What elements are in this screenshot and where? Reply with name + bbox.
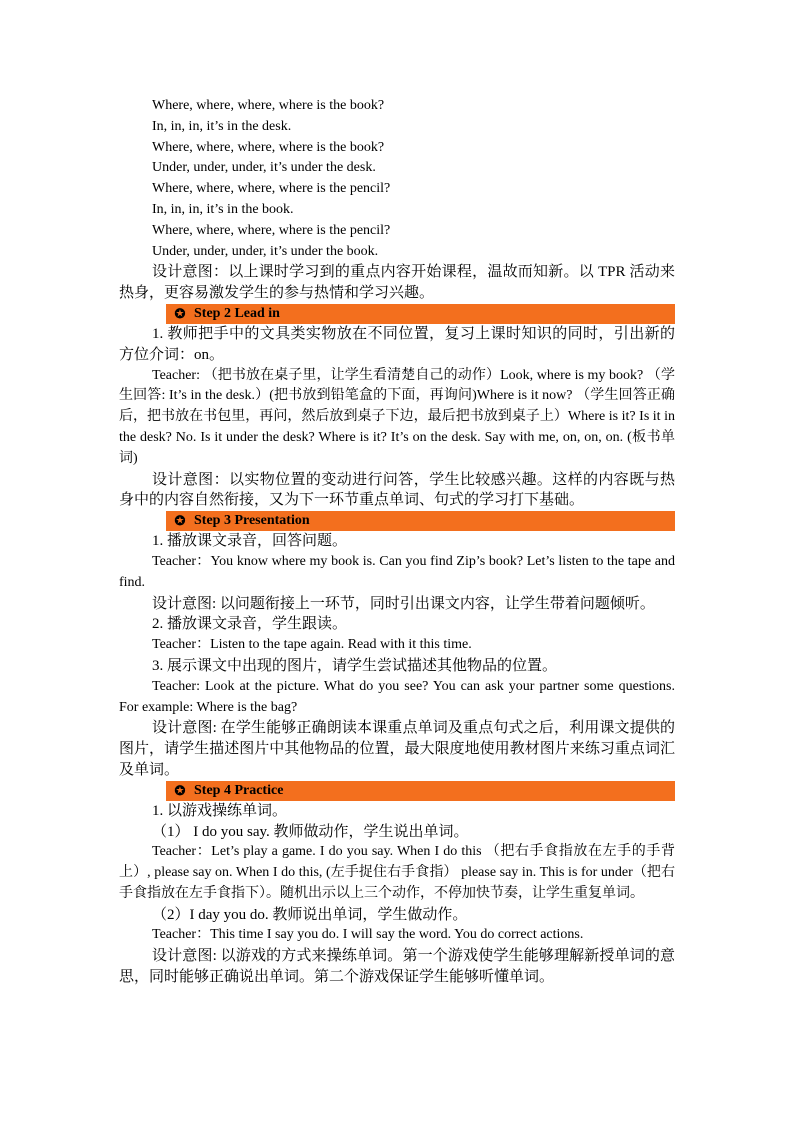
teacher-dialogue: Teacher: （把书放在桌子里，让学生看清楚自己的动作）Look, where is my book? （学生回答: It’s in the desk.）(把书放到铅笔盒的下面，再询问)Where is it now? （学生回答正确后，把书放在书包里，再问，然后放到桌子下边，最后把书放到桌子上）Where is it? Is it in the desk? No. Is it under the desk? Where is it? It’s on the desk. Say with me, on, on, on. (板书单词) <box>119 367 675 466</box>
design-intent-paragraph: 设计意图: 以游戏的方式来操练单词。第一个游戏使学生能够理解新授单词的意思，同时能够正确说出单词。第二个游戏保证学生能够听懂单词。 <box>119 948 675 986</box>
step-instruction: 3. 展示课文中出现的图片，请学生尝试描述其他物品的位置。 <box>152 657 558 674</box>
game-instruction: （2）I day you do. 教师说出单词，学生做动作。 <box>152 906 468 923</box>
teacher-dialogue: Teacher: Look at the picture. What do you see? You can ask your partner some questions. For example: Where is the bag? <box>119 678 675 715</box>
section-title: Step 2 Lead in <box>194 305 280 321</box>
step-instruction: 2. 播放课文录音，学生跟读。 <box>152 616 348 633</box>
section-title: Step 4 Practice <box>194 782 284 798</box>
section-header-step3 <box>166 511 675 531</box>
section-header-step4 <box>166 781 675 801</box>
chant-line: In, in, in, it’s in the book. <box>152 201 294 217</box>
step-instruction: 1. 以游戏操练单词。 <box>152 802 288 819</box>
chant-line: Where, where, where, where is the pencil? <box>152 181 391 197</box>
design-intent-paragraph: 设计意图：以上课时学习到的重点内容开始课程，温故而知新。以 TPR 活动来热身，更容易激发学生的参与热情和学习兴趣。 <box>119 264 675 302</box>
step-instruction: 1. 播放课文录音，回答问题。 <box>152 533 348 550</box>
chant-line: Where, where, where, where is the book? <box>152 98 385 113</box>
section-title: Step 3 Presentation <box>194 513 310 529</box>
chant-line: Under, under, under, it’s under the desk. <box>152 160 376 176</box>
lesson-plan-body <box>119 96 675 988</box>
chant-line: Under, under, under, it’s under the book. <box>152 243 379 259</box>
game-instruction: （1） I do you say. 教师做动作，学生说出单词。 <box>152 823 469 840</box>
teacher-dialogue: Teacher：You know where my book is. Can you find Zip’s book? Let’s listen to the tape and find. <box>119 553 675 590</box>
step-instruction: 1. 教师把手中的文具类实物放在不同位置，复习上课时知识的同时，引出新的方位介词：on。 <box>119 325 675 363</box>
chant-line: Where, where, where, where is the book? <box>152 139 385 155</box>
teacher-dialogue: Teacher：Listen to the tape again. Read with it this time. <box>152 637 472 653</box>
chant-line: In, in, in, it’s in the desk. <box>152 118 292 134</box>
teacher-dialogue: Teacher：Let’s play a game. I do you say. When I do this （把右手食指放在左手的手背上）, please say on. When I do this, (左手捉住右手食指） please say in. This is for under（把右手食指放在左手食指下）。随机出示以上三个动作，不停加快节奏，让学生重复单词。 <box>119 844 675 901</box>
section-header-step2 <box>166 304 675 324</box>
teacher-dialogue: Teacher：This time I say you do. I will say the word. You do correct actions. <box>152 927 584 943</box>
design-intent-paragraph: 设计意图: 以问题衔接上一环节，同时引出课文内容，让学生带着问题倾听。 <box>152 595 655 612</box>
star-icon: ✪ <box>174 782 186 798</box>
design-intent-paragraph: 设计意图：以实物位置的变动进行问答，学生比较感兴趣。这样的内容既与热身中的内容自然衔接，又为下一环节重点单词、句式的学习打下基础。 <box>119 471 675 509</box>
chant-line: Where, where, where, where is the pencil? <box>152 222 391 238</box>
star-icon: ✪ <box>174 513 186 529</box>
star-icon: ✪ <box>174 305 186 321</box>
design-intent-paragraph: 设计意图: 在学生能够正确朗读本课重点单词及重点句式之后，利用课文提供的图片，请学生描述图片中其他物品的位置，最大限度地使用教材图片来练习重点词汇及单词。 <box>119 720 675 778</box>
